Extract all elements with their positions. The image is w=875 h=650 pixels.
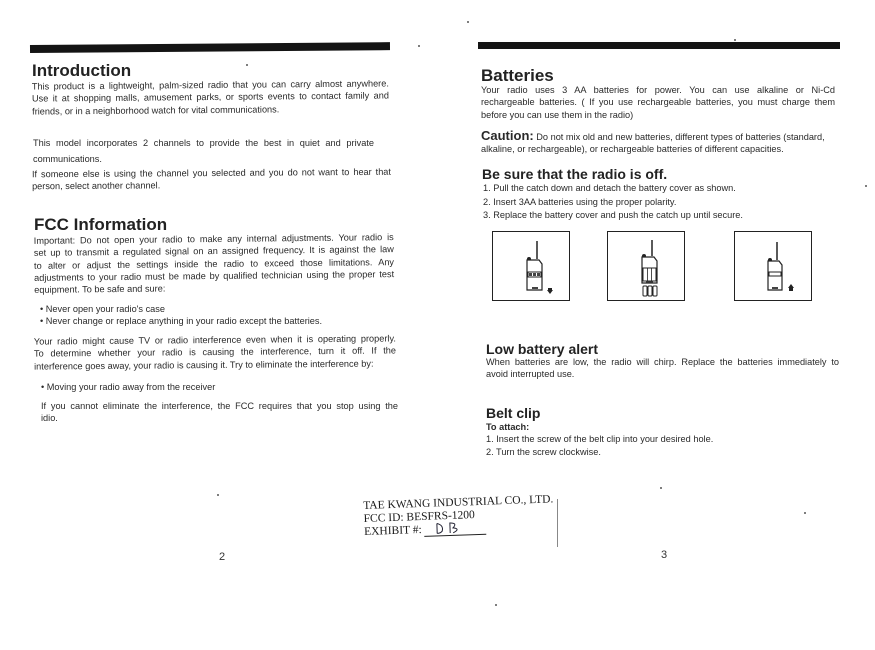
text-line: rechargeable batteries. ( If you use rechargeable batteries, you must charge them	[481, 97, 835, 108]
page-number-left: 2	[219, 551, 226, 563]
page-number-right: 3	[661, 549, 668, 561]
caution-label: Caution:	[481, 128, 534, 143]
scan-speck	[418, 45, 420, 47]
text-line: friends, or in a neighborhood watch for vital communications.	[32, 103, 280, 117]
interference-paragraph	[34, 332, 396, 372]
arrow-down-icon	[547, 288, 553, 294]
figure-remove-cover	[492, 231, 570, 301]
text-line: equipment. To be safe and sure:	[34, 283, 166, 296]
bullet-item: • Never open your radio's case	[40, 304, 165, 314]
batteries-paragraph	[481, 84, 835, 121]
heading-belt-clip: Belt clip	[486, 405, 541, 421]
arrow-up-icon	[788, 284, 794, 291]
text-line: avoid interrupted use.	[486, 369, 575, 380]
battery-icon	[643, 286, 647, 296]
battery-steps	[483, 182, 783, 223]
text-line: Do not mix old and new batteries, different types of batteries (standard,	[536, 132, 825, 142]
heading-low-battery-alert: Low battery alert	[486, 341, 599, 357]
heading-radio-off: Be sure that the radio is off.	[482, 166, 668, 182]
figure-replace-cover	[734, 231, 812, 301]
low-battery-paragraph	[486, 356, 839, 381]
text-line: If you cannot eliminate the interference, the FCC requires that you stop using the	[41, 401, 398, 411]
belt-clip-instructions	[486, 421, 786, 458]
stamp-company: TAE KWANG INDUSTRIAL CO., LTD.	[363, 493, 554, 512]
fcc-important-paragraph	[34, 231, 395, 296]
scan-speck	[804, 512, 806, 514]
header-rule-left	[30, 42, 390, 53]
step-item: 1. Pull the catch down and detach the battery cover as shown.	[483, 183, 736, 193]
figure-insert-batteries	[607, 231, 685, 301]
heading-batteries: Batteries	[481, 66, 554, 85]
scan-speck	[865, 185, 867, 187]
scan-speck	[246, 64, 248, 66]
text-line: Important: Do not open your radio to make any internal adjustments. Your radio is	[33, 232, 394, 246]
radio-illustration	[493, 232, 569, 300]
caution-paragraph	[481, 130, 841, 156]
belt-clip-subtitle: To attach:	[486, 422, 530, 432]
text-line: Your radio uses 3 AA batteries for power. You can use alkaline or Ni-Cd	[481, 85, 835, 95]
scan-speck	[467, 21, 469, 23]
channels-paragraph	[33, 137, 374, 166]
bullet-item: • Never change or replace anything in your radio except the batteries.	[40, 316, 323, 327]
header-rule-right	[478, 42, 840, 49]
text-line: To determine whether your radio is causing the interference, turn it off. If the	[33, 345, 397, 359]
scan-speck	[660, 487, 662, 489]
stamp-fcc-id: FCC ID: BESFRS-1200	[363, 509, 476, 525]
text-line: When batteries are low, the radio will chirp. Replace the batteries immediately to	[486, 357, 839, 367]
radio-illustration	[608, 232, 684, 300]
text-line: to alter or adjust the settings inside the radio to exceed those limitations. Any	[33, 256, 395, 271]
text-line: idio.	[41, 413, 58, 424]
text-line: alkaline, or rechargeable), or rechargeable batteries of different capacities.	[481, 144, 784, 155]
text-line: Your radio might cause TV or radio interference even when it is operating properly.	[33, 333, 396, 347]
intro-paragraph	[32, 77, 389, 117]
moving-bullet: • Moving your radio away from the receiver	[41, 382, 216, 392]
fcc-exhibit-stamp	[363, 493, 554, 539]
stamp-edge-line	[557, 499, 558, 547]
scan-speck	[217, 494, 219, 496]
fcc-bullets	[40, 303, 370, 328]
text-line: person, select another channel.	[32, 180, 161, 192]
text-line: If someone else is using the channel you selected and you do not want to hear that	[31, 166, 391, 180]
scan-speck	[734, 39, 736, 41]
exhibit-signature	[424, 523, 486, 537]
step-item: 2. Turn the screw clockwise.	[486, 446, 601, 457]
text-line: This product is a lightweight, palm-sized radio that you can carry almost anywhere.	[31, 78, 389, 92]
stamp-exhibit-label: EXHIBIT #:	[363, 523, 422, 538]
someone-else-paragraph	[32, 166, 391, 193]
text-line: This model incorporates 2 channels to provide the best in quiet and private	[33, 138, 374, 148]
battery-icon	[653, 286, 657, 296]
battery-icon	[648, 286, 652, 296]
scan-speck	[495, 604, 497, 606]
text-line: Use it at shopping malls, amusement parks, or sports events to contact family and	[31, 90, 390, 104]
text-line: adjustments to your radio must be made by qualified technician using the proper test	[34, 269, 395, 283]
fcc-closing-paragraph	[41, 400, 398, 425]
text-line: communications.	[33, 154, 102, 165]
step-item: 2. Insert 3AA batteries using the proper polarity.	[483, 196, 677, 207]
step-item: 3. Replace the battery cover and push the catch up until secure.	[483, 210, 743, 220]
text-line: set up to transmit a regulated signal on an assigned frequency. It is against the law	[33, 244, 394, 259]
text-line: interference goes away, your radio is causing it. Try to eliminate the interference by:	[34, 358, 374, 372]
radio-illustration	[735, 232, 811, 300]
heading-fcc-information: FCC Information	[34, 215, 168, 234]
heading-introduction: Introduction	[32, 61, 132, 80]
text-line: before you can use them in the radio)	[481, 109, 634, 120]
step-item: 1. Insert the screw of the belt clip into your desired hole.	[486, 434, 714, 445]
